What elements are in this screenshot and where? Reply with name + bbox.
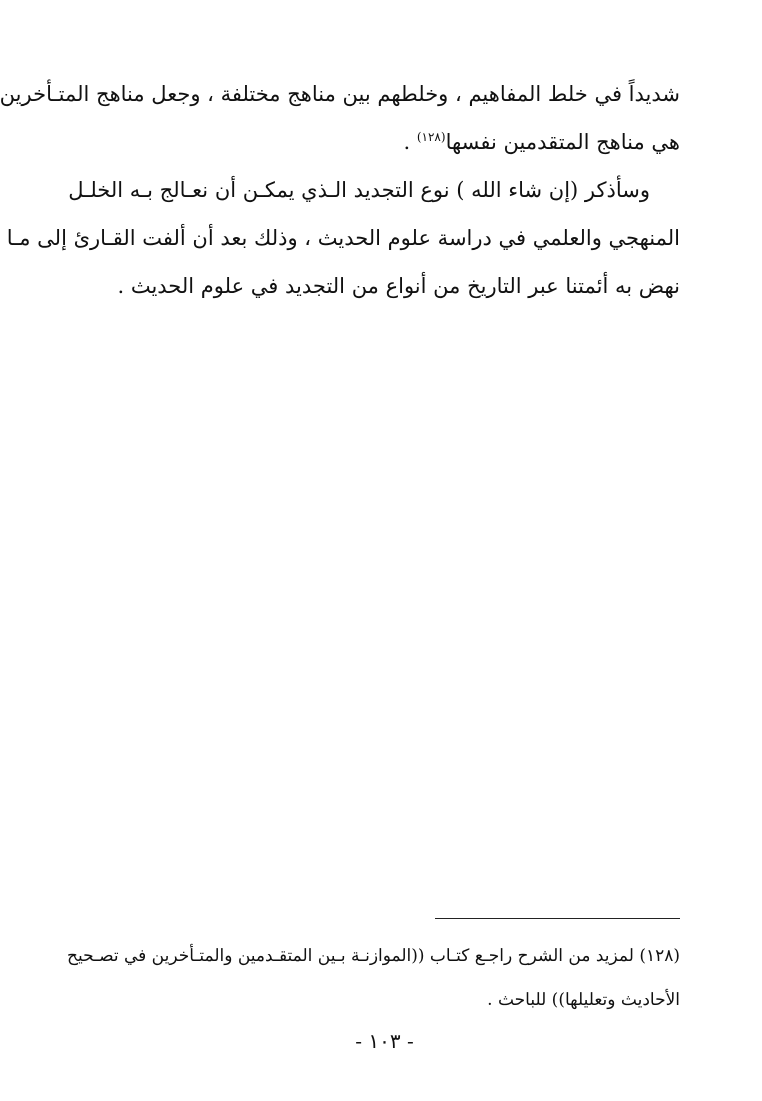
text-line-2-content: هي مناهج المتقدمين نفسها xyxy=(445,130,680,154)
footnote-reference-128[interactable]: (١٢٨) xyxy=(416,130,446,144)
footnote-line-1: (١٢٨) لمزيد من الشرح راجـع كتـاب ((الموازنـة بـين المتقـدمين والمتـأخرين في تصـحيح xyxy=(67,946,680,966)
main-text xyxy=(0,70,680,310)
text-line-4: المنهجي والعلمي في دراسة علوم الحديث ، وذلك بعد أن ألفت القـارئ إلى مـا xyxy=(6,226,680,250)
text-line-2-end: . xyxy=(403,130,417,154)
page-number: - ١٠٣ - xyxy=(355,1029,414,1053)
text-line-5: نهض به أئمتنا عبر التاريخ من أنواع من التجديد في علوم الحديث . xyxy=(117,274,680,298)
text-line-1: شديداً في خلط المفاهيم ، وخلطهم بين مناهج مختلفة ، وجعل مناهج المتـأخرين xyxy=(0,82,680,106)
footnotes-section xyxy=(67,934,680,1022)
footnote-line-2: الأحاديث وتعليلها)) للباحث . xyxy=(487,990,680,1010)
footnote-divider xyxy=(435,918,680,919)
text-line-2 xyxy=(90,118,680,166)
text-line-3: وسأذكر (إن شاء الله ) نوع التجديد الـذي يمكـن أن نعـالج بـه الخلـل xyxy=(68,178,650,202)
